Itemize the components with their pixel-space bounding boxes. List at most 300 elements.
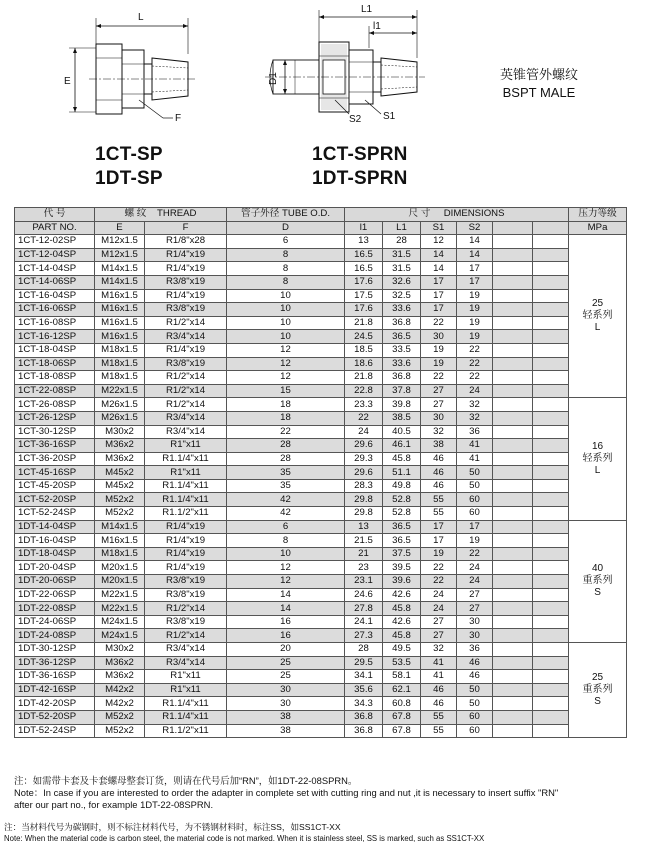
cell-dim-L1: 40.5: [383, 425, 421, 439]
cell-dim-s1: 17: [421, 289, 457, 303]
header-dim-en: DIMENSIONS: [443, 208, 505, 220]
cell-blank: [533, 398, 569, 412]
cell-dim-L1: 32.5: [383, 289, 421, 303]
cell-blank: [533, 343, 569, 357]
header-tube-cn: 管子外径: [241, 208, 280, 220]
cell-blank: [493, 411, 533, 425]
header-l1: l1: [345, 221, 383, 235]
header-S1: S1: [421, 221, 457, 235]
cell-part-no: 1CT-16-12SP: [15, 330, 95, 344]
table-row: [15, 724, 627, 738]
cell-dim-l1: 17.6: [345, 275, 383, 289]
cell-thread-f: R1.1/2"x11: [145, 724, 227, 738]
header-mpa: MPa: [569, 221, 627, 235]
cell-dim-s2: 60: [457, 710, 493, 724]
table-row: [15, 357, 627, 371]
cell-blank: [533, 371, 569, 385]
cell-dim-s2: 50: [457, 479, 493, 493]
table-row: [15, 547, 627, 561]
table-row: [15, 452, 627, 466]
cell-blank: [493, 398, 533, 412]
table-row: [15, 384, 627, 398]
cell-thread-f: R1/2"x14: [145, 398, 227, 412]
cell-dim-l1: 21: [345, 547, 383, 561]
cell-part-no: 1DT-52-24SP: [15, 724, 95, 738]
cell-tube-d: 10: [227, 316, 345, 330]
pressure-series: S: [594, 696, 601, 708]
cell-dim-s1: 12: [421, 235, 457, 249]
cell-dim-l1: 27.8: [345, 602, 383, 616]
cell-thread-f: R1"x11: [145, 683, 227, 697]
cell-blank: [533, 643, 569, 657]
cell-dim-s1: 22: [421, 316, 457, 330]
cell-dim-s2: 22: [457, 357, 493, 371]
table-row: [15, 561, 627, 575]
cell-dim-l1: 23.1: [345, 575, 383, 589]
cell-blank: [533, 425, 569, 439]
cell-thread-f: R1/2"x14: [145, 316, 227, 330]
cell-blank: [493, 275, 533, 289]
cell-thread-f: R3/4"x14: [145, 330, 227, 344]
cell-blank: [493, 357, 533, 371]
cell-tube-d: 35: [227, 479, 345, 493]
cell-blank: [493, 384, 533, 398]
cell-dim-s1: 41: [421, 656, 457, 670]
cell-tube-d: 42: [227, 507, 345, 521]
cell-thread-e: M52x2: [95, 710, 145, 724]
header-E: E: [95, 221, 145, 235]
header-tube-en: TUBE O.D.: [282, 208, 331, 220]
cell-dim-l1: 16.5: [345, 262, 383, 276]
cell-tube-d: 25: [227, 670, 345, 684]
header-part-en: PART NO.: [15, 221, 95, 235]
cell-dim-s1: 19: [421, 547, 457, 561]
cell-dim-l1: 34.1: [345, 670, 383, 684]
cell-dim-s2: 24: [457, 561, 493, 575]
table-row: [15, 439, 627, 453]
cell-dim-L1: 60.8: [383, 697, 421, 711]
cell-blank: [493, 330, 533, 344]
cell-part-no: 1DT-22-06SP: [15, 588, 95, 602]
cell-dim-l1: 17.5: [345, 289, 383, 303]
notes: [14, 775, 634, 811]
header-thread: [95, 208, 227, 222]
cell-blank: [493, 670, 533, 684]
cell-thread-e: M24x1.5: [95, 629, 145, 643]
header-F: F: [145, 221, 227, 235]
cell-part-no: 1CT-14-06SP: [15, 275, 95, 289]
cell-dim-s1: 17: [421, 534, 457, 548]
cell-dim-l1: 18.5: [345, 343, 383, 357]
cell-dim-L1: 36.5: [383, 330, 421, 344]
table-row: [15, 670, 627, 684]
cell-thread-e: M30x2: [95, 425, 145, 439]
cell-blank: [493, 452, 533, 466]
header-thread-en: THREAD: [157, 208, 197, 220]
table-row: [15, 248, 627, 262]
cell-part-no: 1CT-36-16SP: [15, 439, 95, 453]
cell-dim-s2: 60: [457, 507, 493, 521]
cell-dim-s2: 19: [457, 534, 493, 548]
cell-tube-d: 8: [227, 275, 345, 289]
cell-tube-d: 14: [227, 602, 345, 616]
cell-thread-e: M26x1.5: [95, 411, 145, 425]
table-row: [15, 235, 627, 249]
title-1ct-sprn: 1CT-SPRN: [312, 144, 408, 165]
cell-dim-l1: 23.3: [345, 398, 383, 412]
cell-dim-s2: 14: [457, 248, 493, 262]
table-row: [15, 425, 627, 439]
cell-dim-s1: 27: [421, 615, 457, 629]
cell-dim-s1: 14: [421, 262, 457, 276]
cell-dim-s2: 30: [457, 615, 493, 629]
cell-thread-f: R1/4"x19: [145, 248, 227, 262]
note-en-2: after our part no., for example 1DT-22-08SPRN.: [14, 799, 214, 810]
footer-cn: 注：当材料代号为碳钢时，则不标注材料代号，为不锈钢材料时，标注SS，如SS1CT-XX: [4, 822, 341, 832]
cell-blank: [493, 316, 533, 330]
cell-dim-s2: 36: [457, 643, 493, 657]
cell-blank: [493, 493, 533, 507]
cell-part-no: 1DT-16-04SP: [15, 534, 95, 548]
cell-part-no: 1CT-12-02SP: [15, 235, 95, 249]
cell-blank: [493, 248, 533, 262]
cell-thread-f: R3/4"x14: [145, 643, 227, 657]
cell-dim-L1: 39.8: [383, 398, 421, 412]
cell-tube-d: 12: [227, 371, 345, 385]
cell-tube-d: 8: [227, 262, 345, 276]
header-tube: [227, 208, 345, 222]
table-row: [15, 615, 627, 629]
table-row: [15, 643, 627, 657]
cell-part-no: 1DT-42-16SP: [15, 683, 95, 697]
bspt-cn: 英锥管外螺纹: [499, 67, 578, 82]
cell-dim-l1: 29.5: [345, 656, 383, 670]
cell-dim-s1: 32: [421, 643, 457, 657]
cell-thread-f: R1.1/2"x11: [145, 507, 227, 521]
cell-blank: [493, 656, 533, 670]
cell-thread-f: R3/8"x19: [145, 303, 227, 317]
table-row: [15, 262, 627, 276]
table-row: [15, 330, 627, 344]
cell-blank: [533, 547, 569, 561]
cell-tube-d: 6: [227, 520, 345, 534]
cell-dim-s1: 17: [421, 275, 457, 289]
cell-tube-d: 30: [227, 683, 345, 697]
cell-dim-s2: 46: [457, 670, 493, 684]
cell-tube-d: 38: [227, 710, 345, 724]
table-row: [15, 398, 627, 412]
cell-dim-s1: 17: [421, 520, 457, 534]
cell-blank: [533, 262, 569, 276]
cell-tube-d: 28: [227, 452, 345, 466]
note-en-1: Note：In case if you are interested to order the adapter in complete set with cutting ring and nut ,it is necessary to insert suffix "RN": [14, 787, 559, 798]
dim-label-L: L: [138, 12, 144, 23]
cell-tube-d: 8: [227, 248, 345, 262]
cell-thread-f: R3/8"x19: [145, 588, 227, 602]
cell-dim-l1: 21.5: [345, 534, 383, 548]
cell-blank: [533, 507, 569, 521]
cell-dim-l1: 13: [345, 520, 383, 534]
cell-blank: [493, 643, 533, 657]
pressure-series: S: [594, 587, 601, 599]
cell-dim-L1: 37.8: [383, 384, 421, 398]
note-cn: 注：如需带卡套及卡套螺母整套订货，则请在代号后加“RN”，如1DT-22-08SPRN。: [14, 775, 358, 786]
cell-dim-L1: 52.8: [383, 493, 421, 507]
table-row: [15, 371, 627, 385]
footer-en: Note: When the material code is carbon steel, the material code is not marked. When it is stainless steel, SS is marked, such as SS1CT-XX: [4, 834, 485, 843]
header-part-cn: 代 号: [15, 208, 95, 222]
cell-dim-s1: 46: [421, 466, 457, 480]
cell-dim-L1: 37.5: [383, 547, 421, 561]
cell-thread-f: R3/8"x19: [145, 615, 227, 629]
cell-dim-s1: 27: [421, 629, 457, 643]
cell-blank: [533, 602, 569, 616]
pressure-cell: [569, 643, 627, 738]
header-dimensions: [345, 208, 569, 222]
cell-thread-f: R1/2"x14: [145, 602, 227, 616]
cell-blank: [533, 520, 569, 534]
cell-blank: [533, 561, 569, 575]
cell-part-no: 1CT-52-24SP: [15, 507, 95, 521]
cell-dim-s1: 30: [421, 411, 457, 425]
cell-dim-L1: 39.6: [383, 575, 421, 589]
cell-thread-f: R1/2"x14: [145, 629, 227, 643]
cell-dim-l1: 29.6: [345, 439, 383, 453]
cell-tube-d: 6: [227, 235, 345, 249]
right-fitting-drawing: [265, 0, 445, 130]
cell-dim-s1: 46: [421, 452, 457, 466]
cell-blank: [493, 303, 533, 317]
cell-thread-f: R3/8"x19: [145, 275, 227, 289]
pressure-series: L: [594, 464, 601, 476]
table-row: [15, 316, 627, 330]
cell-blank: [493, 439, 533, 453]
cell-dim-s1: 55: [421, 710, 457, 724]
cell-thread-f: R3/4"x14: [145, 411, 227, 425]
cell-thread-f: R1.1/4"x11: [145, 452, 227, 466]
cell-part-no: 1DT-22-08SP: [15, 602, 95, 616]
cell-blank: [533, 724, 569, 738]
cell-dim-L1: 42.6: [383, 615, 421, 629]
cell-dim-L1: 33.6: [383, 357, 421, 371]
cell-dim-s2: 60: [457, 724, 493, 738]
cell-blank: [533, 452, 569, 466]
cell-tube-d: 12: [227, 575, 345, 589]
cell-part-no: 1CT-36-20SP: [15, 452, 95, 466]
cell-blank: [533, 439, 569, 453]
cell-dim-s2: 22: [457, 547, 493, 561]
cell-thread-e: M22x1.5: [95, 384, 145, 398]
pressure-cn: 重系列: [582, 575, 613, 587]
title-1dt-sp: 1DT-SP: [95, 168, 163, 189]
cell-dim-s2: 22: [457, 343, 493, 357]
cell-dim-L1: 58.1: [383, 670, 421, 684]
cell-blank: [493, 724, 533, 738]
cell-blank: [533, 656, 569, 670]
table-row: [15, 479, 627, 493]
cell-thread-e: M52x2: [95, 724, 145, 738]
cell-dim-s1: 32: [421, 425, 457, 439]
cell-part-no: 1CT-45-16SP: [15, 466, 95, 480]
cell-tube-d: 20: [227, 643, 345, 657]
cell-part-no: 1CT-30-12SP: [15, 425, 95, 439]
cell-dim-l1: 29.3: [345, 452, 383, 466]
cell-part-no: 1CT-12-04SP: [15, 248, 95, 262]
cell-thread-f: R1"x11: [145, 439, 227, 453]
pressure-cell: [569, 398, 627, 520]
cell-dim-l1: 23: [345, 561, 383, 575]
cell-dim-l1: 24.5: [345, 330, 383, 344]
cell-blank: [533, 534, 569, 548]
cell-part-no: 1DT-20-04SP: [15, 561, 95, 575]
cell-thread-e: M20x1.5: [95, 561, 145, 575]
cell-dim-l1: 28.3: [345, 479, 383, 493]
cell-part-no: 1DT-24-06SP: [15, 615, 95, 629]
cell-dim-L1: 52.8: [383, 507, 421, 521]
cell-thread-e: M18x1.5: [95, 343, 145, 357]
header-dim-cn: 尺 寸: [408, 208, 431, 220]
cell-dim-L1: 31.5: [383, 262, 421, 276]
cell-dim-l1: 27.3: [345, 629, 383, 643]
cell-blank: [493, 262, 533, 276]
cell-blank: [493, 520, 533, 534]
cell-thread-f: R1/4"x19: [145, 289, 227, 303]
cell-dim-L1: 31.5: [383, 248, 421, 262]
cell-tube-d: 35: [227, 466, 345, 480]
cell-blank: [533, 411, 569, 425]
header-thread-cn: 螺 纹: [124, 208, 147, 220]
cell-part-no: 1CT-18-04SP: [15, 343, 95, 357]
cell-thread-e: M16x1.5: [95, 289, 145, 303]
header-L1: L1: [383, 221, 421, 235]
cell-blank: [533, 479, 569, 493]
table-row: [15, 697, 627, 711]
cell-blank: [493, 343, 533, 357]
cell-blank: [493, 697, 533, 711]
cell-thread-f: R3/8"x19: [145, 357, 227, 371]
cell-dim-L1: 36.8: [383, 316, 421, 330]
cell-thread-e: M14x1.5: [95, 262, 145, 276]
cell-thread-e: M18x1.5: [95, 547, 145, 561]
cell-part-no: 1CT-18-06SP: [15, 357, 95, 371]
cell-thread-e: M30x2: [95, 643, 145, 657]
table-row: [15, 303, 627, 317]
cell-part-no: 1CT-16-04SP: [15, 289, 95, 303]
table-row: [15, 629, 627, 643]
cell-dim-s1: 38: [421, 439, 457, 453]
cell-tube-d: 10: [227, 547, 345, 561]
cell-dim-s2: 36: [457, 425, 493, 439]
cell-dim-l1: 22.8: [345, 384, 383, 398]
cell-dim-s2: 17: [457, 262, 493, 276]
cell-thread-e: M26x1.5: [95, 398, 145, 412]
cell-blank: [533, 275, 569, 289]
cell-dim-s2: 60: [457, 493, 493, 507]
cell-thread-f: R1/4"x19: [145, 561, 227, 575]
cell-blank: [533, 670, 569, 684]
cell-dim-L1: 36.8: [383, 371, 421, 385]
cell-dim-s2: 17: [457, 520, 493, 534]
cell-blank: [533, 615, 569, 629]
cell-dim-L1: 39.5: [383, 561, 421, 575]
cell-dim-L1: 38.5: [383, 411, 421, 425]
cell-dim-L1: 36.5: [383, 520, 421, 534]
cell-blank: [533, 588, 569, 602]
cell-dim-s1: 22: [421, 561, 457, 575]
cell-part-no: 1CT-22-08SP: [15, 384, 95, 398]
cell-thread-e: M42x2: [95, 697, 145, 711]
pressure-cn: 轻系列: [582, 452, 613, 464]
dim-label-l1: l1: [373, 21, 381, 32]
cell-dim-s1: 27: [421, 398, 457, 412]
spec-table: [14, 207, 627, 738]
cell-tube-d: 28: [227, 439, 345, 453]
pressure-cn: 轻系列: [582, 310, 613, 322]
table-row: [15, 289, 627, 303]
cell-part-no: 1CT-16-08SP: [15, 316, 95, 330]
left-fitting-drawing: [55, 0, 215, 130]
cell-dim-s2: 32: [457, 398, 493, 412]
cell-dim-l1: 36.8: [345, 724, 383, 738]
cell-dim-s2: 19: [457, 330, 493, 344]
cell-dim-L1: 62.1: [383, 683, 421, 697]
cell-thread-e: M12x1.5: [95, 248, 145, 262]
cell-thread-f: R1"x11: [145, 466, 227, 480]
cell-dim-L1: 45.8: [383, 629, 421, 643]
bspt-en: BSPT MALE: [502, 85, 576, 100]
cell-dim-l1: 21.8: [345, 316, 383, 330]
cell-dim-s1: 14: [421, 248, 457, 262]
cell-thread-e: M45x2: [95, 479, 145, 493]
cell-tube-d: 10: [227, 289, 345, 303]
cell-blank: [533, 493, 569, 507]
cell-dim-l1: 21.8: [345, 371, 383, 385]
cell-part-no: 1DT-36-12SP: [15, 656, 95, 670]
cell-part-no: 1DT-36-16SP: [15, 670, 95, 684]
cell-part-no: 1DT-42-20SP: [15, 697, 95, 711]
header-D: D: [227, 221, 345, 235]
cell-dim-s2: 27: [457, 588, 493, 602]
cell-dim-L1: 67.8: [383, 710, 421, 724]
cell-part-no: 1DT-52-20SP: [15, 710, 95, 724]
cell-dim-s1: 55: [421, 724, 457, 738]
cell-blank: [533, 629, 569, 643]
cell-thread-e: M18x1.5: [95, 371, 145, 385]
table-row: [15, 575, 627, 589]
cell-dim-L1: 33.5: [383, 343, 421, 357]
cell-dim-L1: 45.8: [383, 452, 421, 466]
cell-blank: [493, 466, 533, 480]
cell-blank: [493, 561, 533, 575]
cell-thread-f: R1/4"x19: [145, 343, 227, 357]
table-row: [15, 275, 627, 289]
table-row: [15, 710, 627, 724]
cell-dim-s1: 46: [421, 479, 457, 493]
cell-dim-s1: 17: [421, 303, 457, 317]
cell-blank: [493, 507, 533, 521]
cell-dim-l1: 16.5: [345, 248, 383, 262]
cell-blank: [533, 384, 569, 398]
cell-dim-s1: 19: [421, 343, 457, 357]
spec-table-body: [15, 235, 627, 738]
cell-part-no: 1DT-14-04SP: [15, 520, 95, 534]
cell-blank: [533, 683, 569, 697]
cell-part-no: 1CT-26-12SP: [15, 411, 95, 425]
table-row: [15, 507, 627, 521]
dim-label-D1: D1: [268, 72, 279, 85]
pressure-cell: [569, 235, 627, 398]
cell-dim-L1: 32.6: [383, 275, 421, 289]
